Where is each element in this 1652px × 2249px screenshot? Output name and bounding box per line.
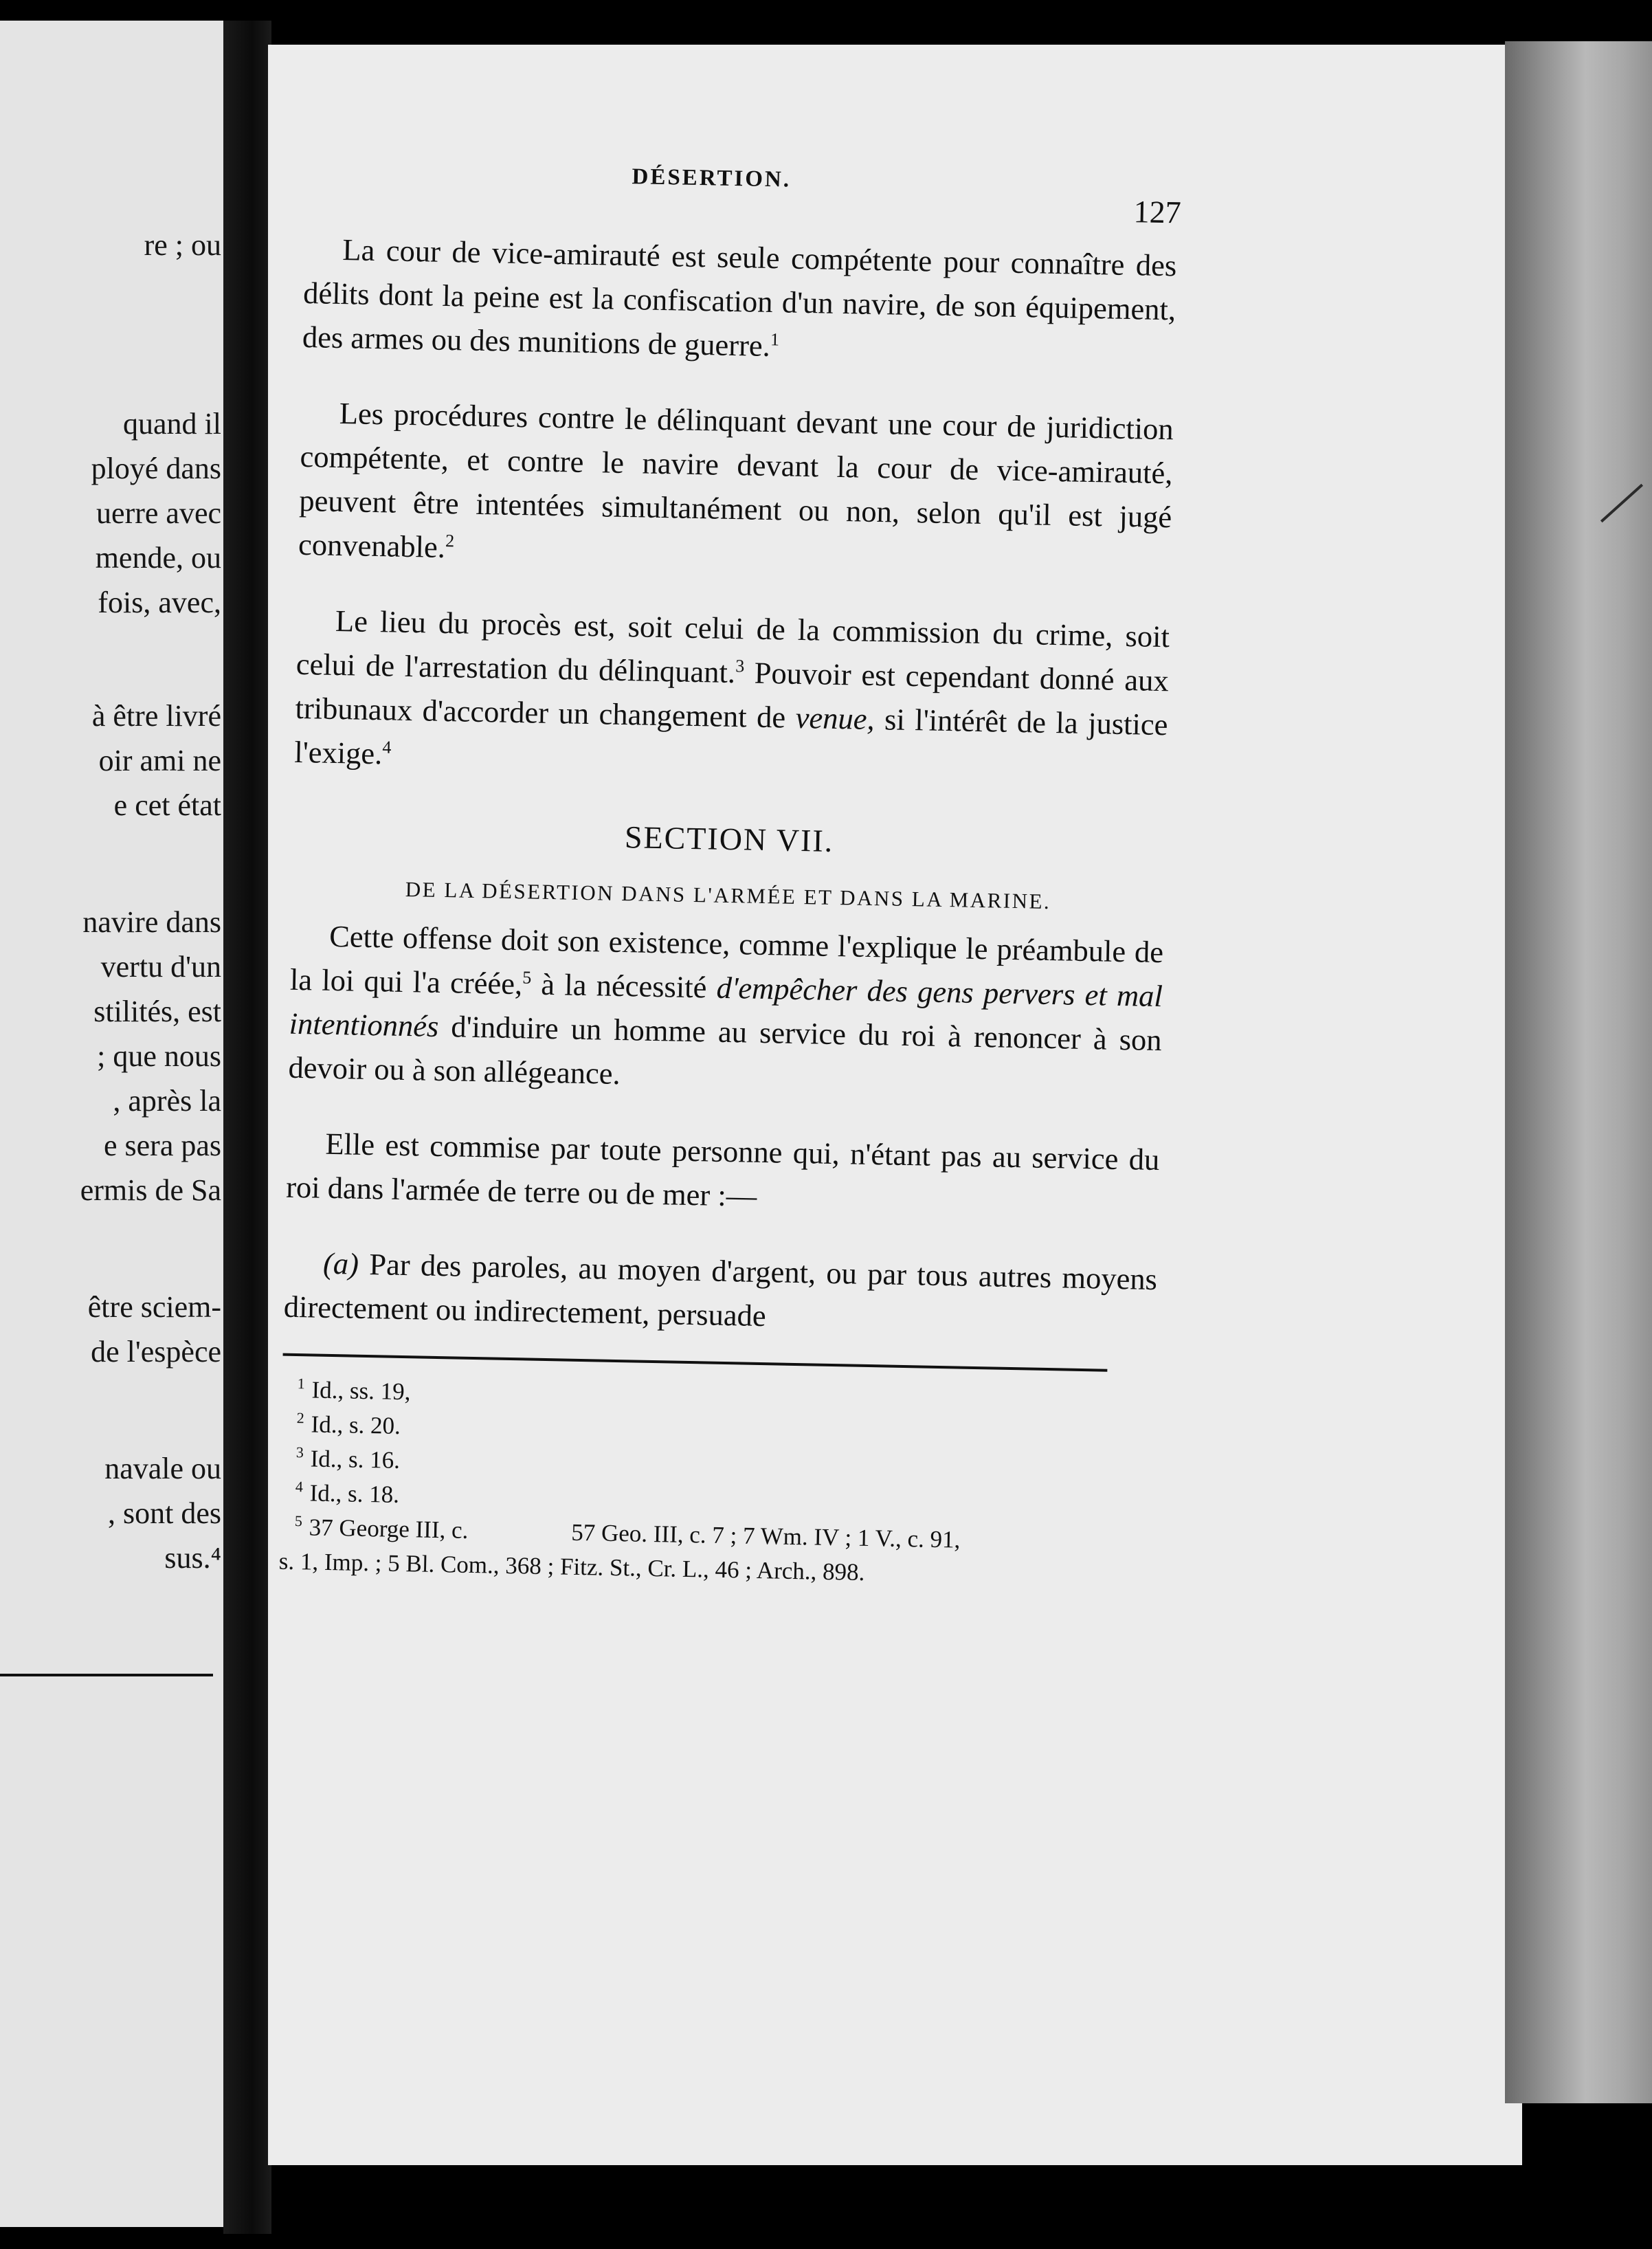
footnote-text: Id., s. 20. bbox=[311, 1410, 401, 1439]
footnote-ref: 5 bbox=[522, 967, 532, 988]
left-line: navale ou bbox=[104, 1452, 221, 1485]
page-content bbox=[278, 158, 1182, 1595]
footnote-rule bbox=[283, 1353, 1108, 1372]
left-line: être sciem- bbox=[87, 1290, 221, 1324]
footnote-mark: 2 bbox=[296, 1409, 305, 1427]
paragraph-text: La cour de vice-amirauté est seule compétente pour connaître des délits dont la peine est la confiscation d'un navire, de son équipement, des armes ou des munitions de guerre. bbox=[302, 232, 1177, 364]
left-line: ployé dans bbox=[91, 452, 221, 485]
footnote-text: Id., s. 18. bbox=[309, 1479, 400, 1508]
footnote-text: 37 George III, c. bbox=[309, 1514, 469, 1544]
left-line: mende, ou bbox=[95, 541, 221, 575]
book-gutter bbox=[223, 21, 271, 2234]
paragraph-text: Pouvoir est cependant donné aux tribunaux d'accorder un changement de bbox=[295, 655, 1170, 735]
left-line: e sera pas bbox=[103, 1129, 221, 1162]
left-line: fois, avec, bbox=[98, 586, 221, 619]
left-line: à être livré bbox=[91, 699, 221, 733]
italic-term: venue, bbox=[795, 700, 875, 737]
left-line: navire dans bbox=[82, 905, 221, 939]
left-line: de l'espèce bbox=[91, 1335, 221, 1369]
paragraph-text: Le lieu du procès est, soit celui de la commission du crime, soit celui de l'arrestation du délinquant. bbox=[295, 603, 1170, 690]
left-line: re ; ou bbox=[144, 228, 221, 262]
footnote-continuation: s. 1, Imp. ; 5 Bl. Com., 368 ; Fitz. St., Cr. L., 46 ; Arch., 898. bbox=[278, 1547, 865, 1586]
left-line: e cet état bbox=[113, 788, 221, 822]
footnote-mark: 4 bbox=[295, 1478, 304, 1496]
left-line: uerre avec bbox=[96, 496, 221, 530]
paragraph-text: d'induire un homme au service du roi à renoncer à son devoir ou à son allégeance. bbox=[288, 1008, 1163, 1092]
footnote-ref: 2 bbox=[445, 531, 455, 551]
paragraph-text: Par des paroles, au moyen d'argent, ou par tous autres moyens directement ou indirectement, persuade bbox=[283, 1246, 1158, 1333]
paragraph-text: Cette offense doit son existence, comme l'explique le préambule de la loi qui l'a créée, bbox=[289, 918, 1164, 1001]
paragraph-text: Les procédures contre le délinquant devant une cour de juridiction compétente, et contre le navire devant la cour de vice-amirauté, peuvent être intentées simultanément ou non, selon qu'il est jugé convenable. bbox=[298, 396, 1174, 564]
paragraph-text: si l'intérêt de la justice l'exige. bbox=[293, 702, 1168, 771]
italic-phrase: d'empêcher des gens pervers et mal intentionnés bbox=[289, 970, 1163, 1043]
left-line: ; que nous bbox=[97, 1039, 221, 1073]
footnote-text: 57 Geo. III, c. 7 ; 7 Wm. IV ; 1 V., c. 91, bbox=[570, 1518, 961, 1553]
paragraph bbox=[302, 227, 1176, 375]
item-label: (a) bbox=[322, 1245, 359, 1281]
left-line: , après la bbox=[113, 1084, 221, 1118]
footnote-text: Id., s. 16. bbox=[310, 1445, 401, 1474]
page-edges bbox=[1505, 41, 1652, 2103]
paragraph bbox=[288, 913, 1164, 1106]
left-line: ermis de Sa bbox=[80, 1173, 221, 1207]
footnote-ref: 4 bbox=[382, 737, 392, 757]
left-line: oir ami ne bbox=[98, 744, 221, 777]
left-line: sus.⁴ bbox=[164, 1541, 221, 1575]
paragraph bbox=[298, 390, 1174, 583]
left-line: , sont des bbox=[108, 1496, 221, 1530]
left-line: quand il bbox=[123, 407, 221, 441]
running-head-title: DÉSERTION. bbox=[632, 164, 792, 192]
paragraph bbox=[286, 1121, 1160, 1226]
left-line: stilités, est bbox=[93, 995, 221, 1028]
footnote-mark: 3 bbox=[295, 1443, 304, 1461]
left-line: vertu d'un bbox=[100, 950, 221, 984]
left-page-fragment bbox=[0, 21, 234, 2227]
paragraph-text: Elle est commise par toute personne qui, n'étant pas au service du roi dans l'armée de terre ou de mer :— bbox=[285, 1126, 1160, 1213]
footnote-mark: 5 bbox=[294, 1512, 303, 1530]
section-title: SECTION VII. bbox=[624, 819, 834, 858]
left-footnote-rule bbox=[0, 1674, 213, 1676]
footnote-ref: 1 bbox=[770, 329, 780, 350]
paragraph bbox=[283, 1241, 1157, 1345]
footnote-text: Id., ss. 19, bbox=[311, 1376, 411, 1406]
paragraph bbox=[294, 598, 1170, 790]
footnote-ref: 3 bbox=[735, 656, 745, 676]
footnote-mark: 1 bbox=[297, 1375, 306, 1393]
section-subtitle: DE LA DÉSERTION DANS L'ARMÉE ET DANS LA MARINE. bbox=[405, 876, 1051, 914]
paragraph-text: à la nécessité bbox=[531, 966, 717, 1005]
page-number: 127 bbox=[1133, 194, 1182, 230]
